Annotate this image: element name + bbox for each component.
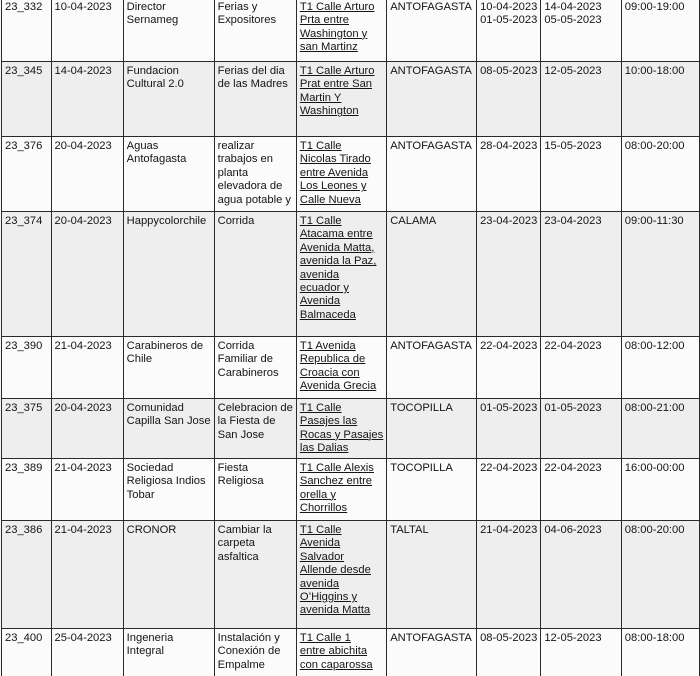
cell-line: Allende desde <box>299 564 371 577</box>
cell-line: T1 Calle 1 <box>299 632 351 644</box>
cell-date: 21-04-2023 <box>51 337 123 399</box>
table-row <box>2 212 700 337</box>
cell-line: Tobar <box>126 488 155 501</box>
cell-line: trabajos en <box>217 153 273 166</box>
cell-id: 23_374 <box>2 212 52 337</box>
cell-line: 12-05-2023 <box>544 65 602 77</box>
cell-line: Ingeneria <box>126 632 174 644</box>
cell-line: Fundacion <box>126 65 179 77</box>
cell-line: entre abichita <box>299 645 368 658</box>
cell-line: Sernameg <box>126 14 179 27</box>
cell-end-date <box>541 212 621 337</box>
cell-date: 21-04-2023 <box>51 459 123 521</box>
cell-activity <box>214 399 296 459</box>
cell-location <box>296 629 386 676</box>
cell-line: Salvador <box>299 550 345 563</box>
cell-line: Rocas y Pasajes <box>299 428 384 441</box>
cell-city: ANTOFAGASTA <box>387 337 477 399</box>
cell-location <box>296 0 386 62</box>
cell-organization <box>123 521 214 629</box>
cell-line: 10-04-2023 <box>480 1 538 13</box>
cell-hours: 08:00-12:00 <box>621 337 699 399</box>
cell-line: Chile <box>126 353 153 366</box>
cell-line: O’Higgins y <box>299 591 358 604</box>
cell-id: 23_389 <box>2 459 52 521</box>
cell-end-date <box>541 459 621 521</box>
cell-line: Carabineros de <box>126 340 204 352</box>
cell-line: de las Madres <box>217 78 288 91</box>
cell-line: Cultural 2.0 <box>126 78 184 91</box>
cell-line: 22-04-2023 <box>480 340 538 352</box>
cell-line: Croacia con <box>299 366 360 379</box>
cell-activity <box>214 337 296 399</box>
cell-city: ANTOFAGASTA <box>387 137 477 212</box>
cell-line: realizar <box>217 140 255 152</box>
cell-line: carpeta <box>217 537 255 550</box>
cell-organization <box>123 62 214 137</box>
cell-id: 23_375 <box>2 399 52 459</box>
cell-line: Comunidad <box>126 402 184 414</box>
cell-line: Familiar de <box>217 353 273 366</box>
cell-date: 20-04-2023 <box>51 137 123 212</box>
cell-line: avenida Matta <box>299 604 371 617</box>
cell-line: Atacama entre <box>299 228 373 241</box>
cell-line: 22-04-2023 <box>480 462 538 474</box>
cell-end-date <box>541 137 621 212</box>
cell-line: avenida <box>299 577 340 590</box>
cell-line: 28-04-2023 <box>480 140 538 152</box>
cell-line: 08-05-2023 <box>480 65 538 77</box>
cell-hours: 09:00-19:00 <box>621 0 699 62</box>
cell-line: 01-05-2023 <box>544 402 602 414</box>
cell-start-date <box>477 212 541 337</box>
cell-line: T1 Calle <box>299 524 342 536</box>
cell-organization <box>123 137 214 212</box>
cell-line: Washington y <box>299 27 368 40</box>
cell-hours: 10:00-18:00 <box>621 62 699 137</box>
cell-line: 01-05-2023 <box>480 14 538 27</box>
table-row <box>2 0 700 62</box>
cell-line: 23-04-2023 <box>544 215 602 227</box>
cell-line: Avenida Grecia <box>299 380 377 393</box>
cell-activity <box>214 0 296 62</box>
cell-line: Aguas <box>126 140 159 152</box>
cell-line: T1 Calle Arturo <box>299 1 375 13</box>
cell-line: 23-04-2023 <box>480 215 538 227</box>
cell-line: 01-05-2023 <box>480 402 538 414</box>
cell-line: Ferias y <box>217 1 258 13</box>
cell-line: 22-04-2023 <box>544 462 602 474</box>
cell-start-date <box>477 459 541 521</box>
cell-line: Sanchez entre <box>299 475 373 488</box>
cell-line: Avenida <box>299 537 341 550</box>
cell-line: Martin Y <box>299 91 342 104</box>
cell-line: Fiesta <box>217 462 249 474</box>
cell-id: 23_376 <box>2 137 52 212</box>
cell-line: San Jose <box>217 428 265 441</box>
cell-activity <box>214 212 296 337</box>
cell-location <box>296 62 386 137</box>
cell-hours: 16:00-00:00 <box>621 459 699 521</box>
cell-organization <box>123 337 214 399</box>
cell-line: 08-05-2023 <box>480 632 538 644</box>
cell-line: T1 Calle Arturo <box>299 65 375 77</box>
table-row <box>2 629 700 676</box>
cell-line: Balmaceda <box>299 308 356 321</box>
cell-line: ecuador y <box>299 282 350 295</box>
cell-line: Calle Nueva <box>299 193 361 206</box>
cell-line: Celebracion de <box>217 402 293 414</box>
cell-line: Avenida Matta, <box>299 241 375 254</box>
table-row <box>2 337 700 399</box>
cell-line: 22-04-2023 <box>544 340 602 352</box>
cell-line: Pasajes las <box>299 415 358 428</box>
cell-hours: 08:00-18:00 <box>621 629 699 676</box>
cell-line: Chorrillos <box>299 502 348 515</box>
cell-line: entre Avenida <box>299 166 369 179</box>
cell-location <box>296 459 386 521</box>
cell-location <box>296 212 386 337</box>
cell-line: Carabineros <box>217 366 279 379</box>
cell-organization <box>123 459 214 521</box>
cell-end-date <box>541 62 621 137</box>
cell-line: Prat entre San <box>299 78 373 91</box>
cell-end-date <box>541 399 621 459</box>
cell-organization <box>123 0 214 62</box>
cell-end-date <box>541 337 621 399</box>
cell-start-date <box>477 337 541 399</box>
cell-activity <box>214 459 296 521</box>
cell-line: planta <box>217 166 249 179</box>
cell-line: 12-05-2023 <box>544 632 602 644</box>
cell-line: Nicolas Tirado <box>299 153 371 166</box>
cell-date: 25-04-2023 <box>51 629 123 676</box>
cell-line: Instalación y <box>217 632 280 644</box>
cell-activity <box>214 629 296 676</box>
cell-line: Director <box>126 1 166 13</box>
cell-line: T1 Calle Alexis <box>299 462 374 474</box>
cell-date: 14-04-2023 <box>51 62 123 137</box>
cell-line: Los Leones y <box>299 180 367 193</box>
cell-line: Corrida <box>217 215 255 227</box>
cell-id: 23_390 <box>2 337 52 399</box>
cell-line: Religiosa Indios <box>126 475 206 488</box>
cell-line: T1 Calle <box>299 140 342 152</box>
cell-line: Cambiar la <box>217 524 272 536</box>
cell-id: 23_332 <box>2 0 52 62</box>
cell-city: CALAMA <box>387 212 477 337</box>
cell-line: Conexión de <box>217 645 281 658</box>
cell-city: ANTOFAGASTA <box>387 0 477 62</box>
cell-date: 10-04-2023 <box>51 0 123 62</box>
cell-start-date <box>477 399 541 459</box>
permits-table <box>1 0 700 676</box>
cell-city: TOCOPILLA <box>387 459 477 521</box>
table-row <box>2 459 700 521</box>
cell-line: Ferias del dia <box>217 65 285 77</box>
cell-location <box>296 521 386 629</box>
cell-activity <box>214 62 296 137</box>
table-row <box>2 137 700 212</box>
cell-line: T1 Avenida <box>299 340 356 352</box>
cell-date: 20-04-2023 <box>51 212 123 337</box>
cell-id: 23_386 <box>2 521 52 629</box>
cell-hours: 08:00-20:00 <box>621 521 699 629</box>
cell-line: 14-04-2023 <box>544 1 602 13</box>
cell-line: Expositores <box>217 14 277 27</box>
cell-line: Capilla San Jose <box>126 415 211 428</box>
cell-start-date <box>477 62 541 137</box>
cell-line: las Dalias <box>299 442 349 455</box>
cell-location <box>296 337 386 399</box>
cell-line: Sociedad <box>126 462 174 474</box>
cell-line: avenida la Paz, <box>299 255 377 268</box>
cell-end-date <box>541 521 621 629</box>
cell-city: TALTAL <box>387 521 477 629</box>
cell-line: agua potable y <box>217 193 292 206</box>
cell-line: 15-05-2023 <box>544 140 602 152</box>
cell-location <box>296 137 386 212</box>
cell-id: 23_400 <box>2 629 52 676</box>
cell-line: 21-04-2023 <box>480 524 538 536</box>
cell-start-date <box>477 629 541 676</box>
cell-line: la Fiesta de <box>217 415 276 428</box>
cell-date: 21-04-2023 <box>51 521 123 629</box>
cell-organization <box>123 212 214 337</box>
cell-line: T1 Calle <box>299 402 342 414</box>
cell-line: Integral <box>126 645 164 658</box>
cell-end-date <box>541 0 621 62</box>
cell-start-date <box>477 137 541 212</box>
cell-line: Corrida <box>217 340 255 352</box>
cell-line: avenida <box>299 268 340 281</box>
table-row <box>2 521 700 629</box>
cell-location <box>296 399 386 459</box>
cell-date: 20-04-2023 <box>51 399 123 459</box>
cell-organization <box>123 399 214 459</box>
cell-line: Empalme <box>217 658 265 671</box>
cell-hours: 08:00-21:00 <box>621 399 699 459</box>
cell-line: con caparossa <box>299 658 373 671</box>
cell-line: elevadora de <box>217 180 283 193</box>
cell-line: san Martinz <box>299 41 358 54</box>
cell-organization <box>123 629 214 676</box>
cell-line: Washington <box>299 105 359 118</box>
cell-end-date <box>541 629 621 676</box>
cell-line: CRONOR <box>126 524 177 536</box>
cell-city: TOCOPILLA <box>387 399 477 459</box>
cell-line: T1 Calle <box>299 215 342 227</box>
cell-start-date <box>477 0 541 62</box>
cell-line: Antofagasta <box>126 153 187 166</box>
table-row <box>2 62 700 137</box>
cell-line: Happycolorchile <box>126 215 207 227</box>
cell-hours: 08:00-20:00 <box>621 137 699 212</box>
cell-line: asfaltica <box>217 550 259 563</box>
cell-line: 05-05-2023 <box>544 14 602 27</box>
cell-line: Religiosa <box>217 475 264 488</box>
cell-id: 23_345 <box>2 62 52 137</box>
cell-city: ANTOFAGASTA <box>387 62 477 137</box>
cell-activity <box>214 521 296 629</box>
cell-start-date <box>477 521 541 629</box>
cell-activity <box>214 137 296 212</box>
cell-hours: 09:00-11:30 <box>621 212 699 337</box>
cell-line: Avenida <box>299 295 341 308</box>
cell-line: Prta entre <box>299 14 350 27</box>
cell-city: ANTOFAGASTA <box>387 629 477 676</box>
table-row <box>2 399 700 459</box>
cell-line: 04-06-2023 <box>544 524 602 536</box>
cell-line: orella y <box>299 488 336 501</box>
cell-line: Republica de <box>299 353 366 366</box>
